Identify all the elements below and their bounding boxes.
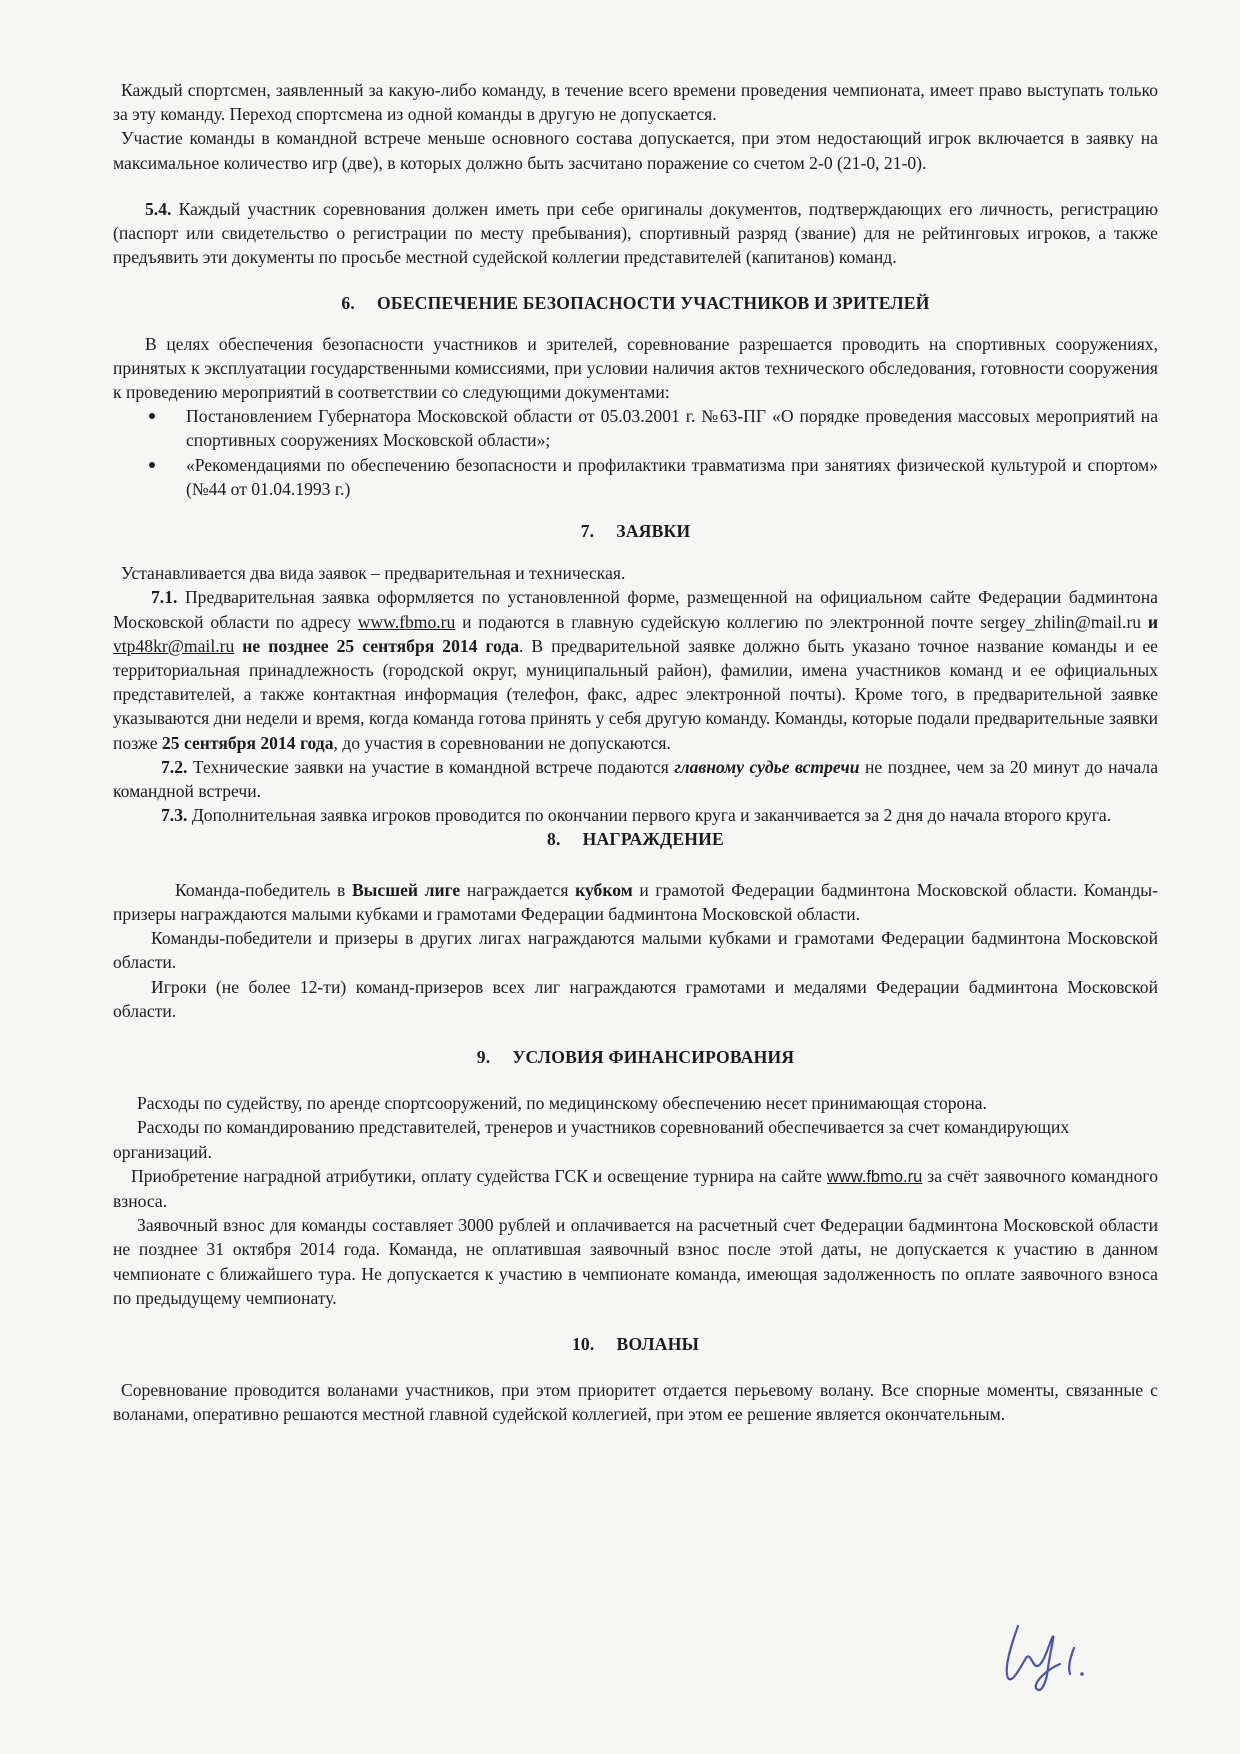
section-number: 8.: [547, 829, 561, 850]
section-8-heading: [113, 827, 1158, 851]
paragraph-athlete-transfer: Каждый спортсмен, заявленный за какую-либо команду, в течение всего времени проведения чемпионата, имеет право выступать только за эту команду. Переход спортсмена из одной команды в другую не допускается.: [113, 80, 1158, 125]
clause-text: Каждый участник соревнования должен иметь при себе оригиналы документов, подтверждающих его личность, регистрацию (паспорт или свидетельство о регистрации по месту пребывания), спортивный разряд (звание) для не рейтинговых игроков, а также предъявить эти документы по просьбе местной судейской коллегии представителей (капитанов) команд.: [113, 198, 1158, 268]
clause-number: 5.4.: [145, 198, 172, 219]
section-number: 10.: [571, 1333, 595, 1354]
section-6-heading: [113, 291, 1158, 315]
paragraph-7-1: 7.1. Предварительная заявка оформляется по установленной форме, размещенной на официальном сайте Федерации бадминтона Московской области по адресу www.fbmo.ru и подаются в главную судейскую коллегию по электронной почте sergey_zhilin@mail.ru и vtp48kr@mail.ru не позднее 25 сентября 2014 года. В предварительной заявке должно быть указано точное название команды и ее территориальная принадлежность (городской округ, муниципальный район), фамилии, имена участников команд и ее официальных представителей, а также контактная информация (телефон, факс, адрес электронной почты). Кроме того, в предварительной заявке указываются дни недели и время, когда команда готова принять у себя другую команду. Команды, которые подали предварительные заявки позже 25 сентября 2014 года, до участия в соревновании не допускаются.: [113, 587, 1158, 753]
safety-documents-list: [113, 404, 1158, 501]
emphasis-text: главному судье встречи: [674, 756, 860, 777]
paragraph-players-award: Игроки (не более 12-ти) команд-призеров всех лиг награждаются грамотами и медалями Федерации бадминтона Московской области.: [113, 976, 1158, 1021]
paragraph-other-leagues: Команды-победители и призеры в других лигах награждаются малыми кубками и грамотами Федерации бадминтона Московской области.: [113, 928, 1158, 973]
deadline-text: не позднее 25 сентября 2014 года: [242, 635, 520, 656]
section-title: ОБЕСПЕЧЕНИЕ БЕЗОПАСНОСТИ УЧАСТНИКОВ И ЗРИТЕЛЕЙ: [377, 293, 930, 314]
bullet-icon: [149, 413, 155, 419]
website-link[interactable]: www.fbmo.ru: [357, 611, 456, 632]
section-title: НАГРАЖДЕНИЕ: [582, 829, 724, 850]
paragraph-5-4: [113, 197, 1158, 270]
section-title: УСЛОВИЯ ФИНАНСИРОВАНИЯ: [512, 1046, 795, 1067]
section-title: ЗАЯВКИ: [616, 521, 691, 542]
paragraph-shuttlecocks: Соревнование проводится воланами участников, при этом приоритет отдается перьевому волану. Все спорные моменты, связанные с воланами, оперативно решаются местной главной судейской коллегией, при этом ее решение является окончательным.: [113, 1380, 1158, 1425]
section-number: 7.: [580, 521, 595, 542]
bullet-icon: [149, 462, 155, 468]
list-item: Постановлением Губернатора Московской области от 05.03.2001 г. №63-ПГ «О порядке проведения массовых мероприятий на спортивных сооружениях Московской области»;: [113, 404, 1158, 452]
paragraph-7-2: 7.2. Технические заявки на участие в командной встрече подаются главному судье встречи не позднее, чем за 20 минут до начала командной встречи.: [113, 756, 1159, 802]
document-page: [113, 78, 1158, 1427]
section-7-heading: [113, 519, 1158, 543]
clause-number: 7.3.: [161, 805, 188, 826]
email-link[interactable]: vtp48kr@mail.ru: [113, 635, 235, 656]
signature-icon: [990, 1608, 1130, 1698]
website-link[interactable]: www.fbmo.ru: [826, 1167, 923, 1186]
paragraph-host-expenses: Расходы по судейству, по аренде спортсооружений, по медицинскому обеспечению несет принимающая сторона.: [137, 1093, 987, 1114]
section-9-heading: [113, 1045, 1158, 1069]
paragraph-safety: В целях обеспечения безопасности участников и зрителей, соревнование разрешается проводить на спортивных сооружениях, принятых к эксплуатации государственными комиссиями, при условии наличия актов технического обследования, готовности сооружения к проведению мероприятий в соответствии со следующими документами:: [113, 333, 1158, 403]
section-number: 6.: [341, 293, 356, 314]
clause-number: 7.2.: [161, 756, 188, 777]
section-number: 9.: [476, 1046, 491, 1067]
paragraph-travel-expenses: Расходы по командированию представителей, тренеров и участников соревнований обеспечивается за счет командирующих организаций.: [113, 1117, 1070, 1162]
financing-block: [113, 1091, 1093, 1164]
list-item: «Рекомендациями по обеспечению безопасности и профилактики травматизма при занятиях физической культурой и спортом» (№44 от 01.04.1993 г.): [113, 453, 1158, 501]
paragraph-winner-award: Команда-победитель в Высшей лиге награждается кубком и грамотой Федерации бадминтона Московской области. Команды-призеры награждаются малыми кубками и грамотами Федерации бадминтона Московской области.: [113, 879, 1158, 924]
paragraph-entry-fee: Заявочный взнос для команды составляет 3000 рублей и оплачивается на расчетный счет Федерации бадминтона Московской области не позднее 31 октября 2014 года. Команда, не оплатившая заявочный взнос после этой даты, не допускается к участию в данном чемпионате с ближайшего тура. Не допускается к участию в чемпионате команда, имеющая задолженность по оплате заявочного взноса по предыдущему чемпионату.: [113, 1215, 1158, 1308]
clause-number: 7.1.: [151, 587, 178, 608]
paragraph-application-types: Устанавливается два вида заявок – предварительная и техническая.: [121, 563, 626, 584]
section-10-heading: [113, 1332, 1158, 1356]
section-title: ВОЛАНЫ: [616, 1333, 700, 1354]
paragraph-incomplete-team: Участие команды в командной встрече меньше основного состава допускается, при этом недостающий игрок включается в заявку на максимальное количество игр (две), в которых должно быть засчитано поражение со счетом 2-0 (21-0, 21-0).: [113, 128, 1158, 173]
paragraph-7-3: 7.3. Дополнительная заявка игроков проводится по окончании первого круга и заканчивается за 2 дня до начала второго круга.: [161, 805, 1112, 826]
paragraph-award-costs: Приобретение наградной атрибутики, оплату судейства ГСК и освещение турнира на сайте www.fbmo.ru за счёт заявочного командного взноса.: [113, 1165, 1158, 1211]
deadline-date: 25 сентября 2014 года: [161, 732, 334, 753]
